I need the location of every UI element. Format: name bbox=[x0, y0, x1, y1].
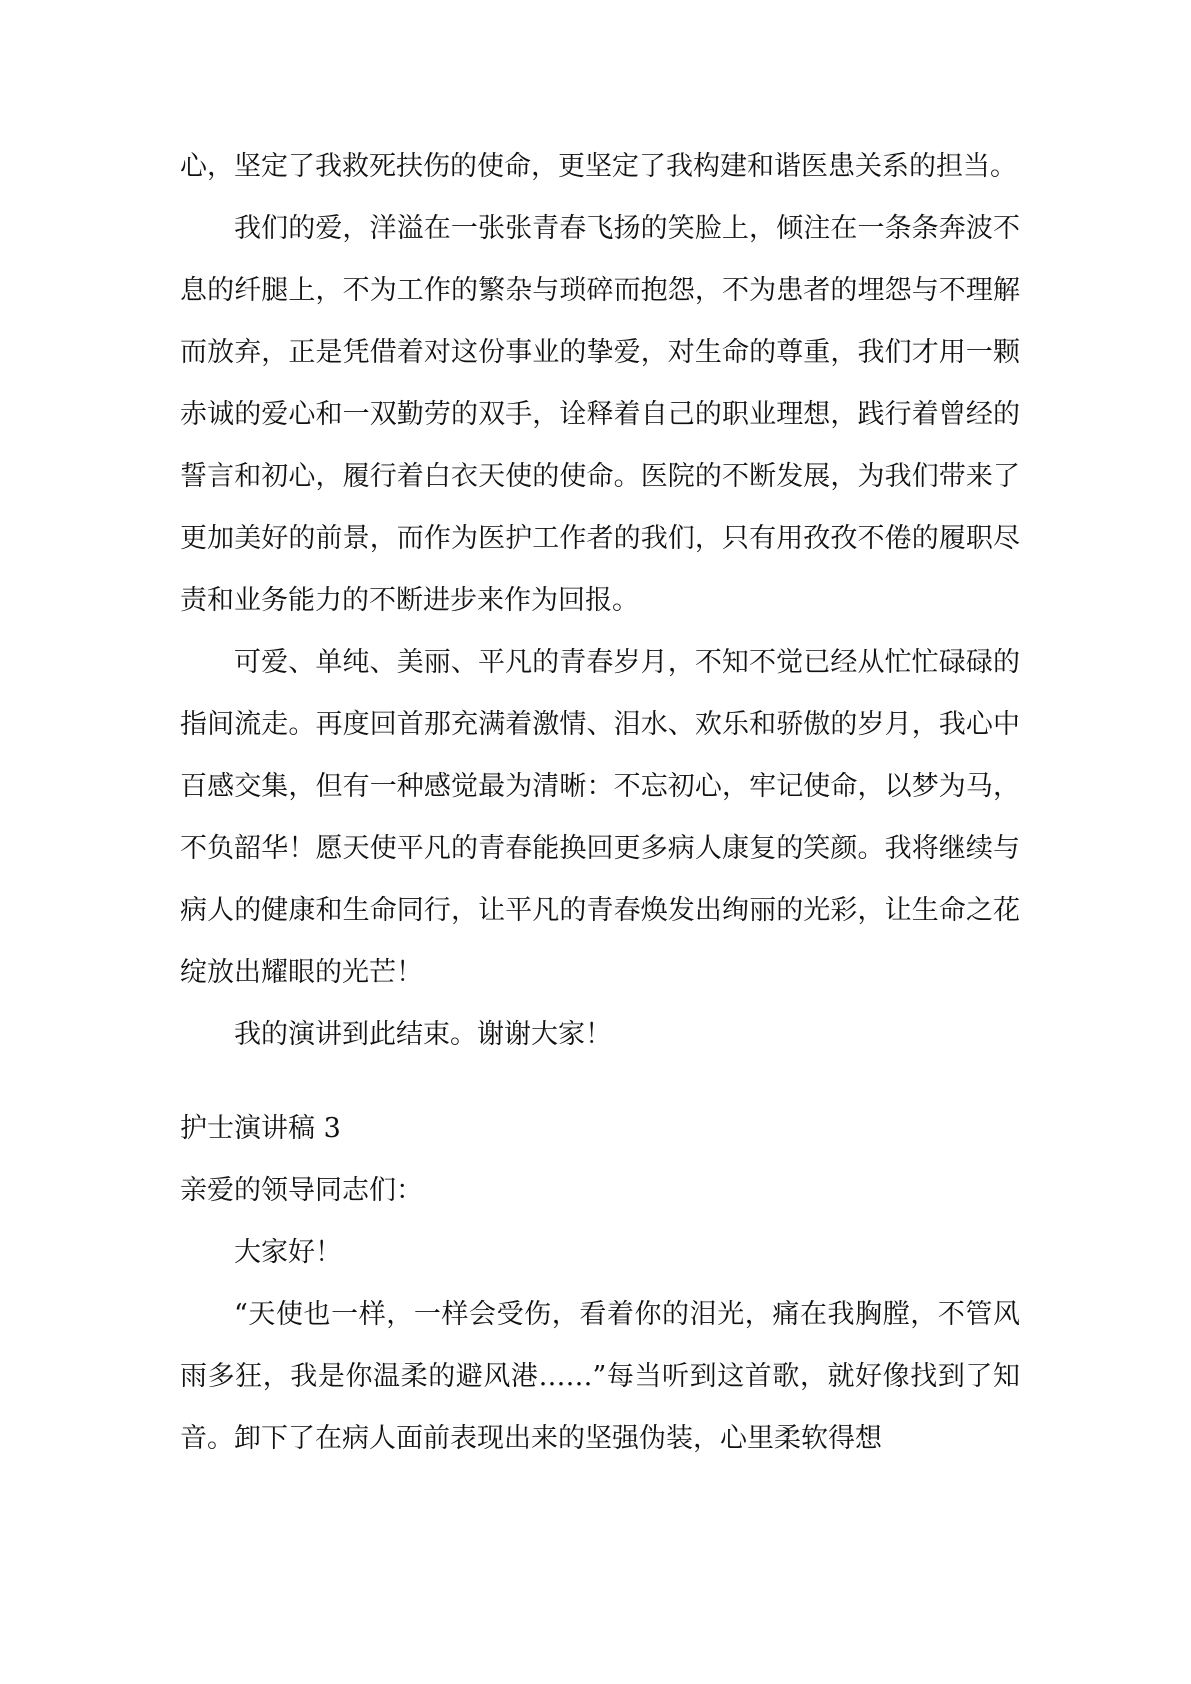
greeting: 大家好！ bbox=[234, 1237, 342, 1268]
paragraph-our-love: 我们的爱，洋溢在一张张青春飞扬的笑脸上，倾注在一条条奔波不息的纤腿上，不为工作的繁杂与琐碎而抱怨，不为患者的埋怨与不理解而放弃，正是凭借着对这份事业的挚爱，对生命的尊重，我们才用一颗赤诚的爱心和一双勤劳的双手，诠释着自己的职业理想，践行着曾经的誓言和初心，履行着白衣天使的使命。医院的不断发展，为我们带来了更加美好的前景，而作为医护工作者的我们，只有用孜孜不倦的履职尽责和业务能力的不断进步来作为回报。 bbox=[180, 213, 1020, 616]
section-title: 护士演讲稿 3 bbox=[180, 1113, 341, 1144]
speech-section-3 bbox=[180, 1098, 1020, 1470]
speech-section-2-ending bbox=[180, 136, 1020, 1066]
paragraph-angel-song: “天使也一样，一样会受伤，看着你的泪光，痛在我胸膛，不管风雨多狂，我是你温柔的避风港……”每当听到这首歌，就好像找到了知音。卸下了在病人面前表现出来的坚强伪装，心里柔软得想 bbox=[180, 1299, 1020, 1454]
paragraph-youth: 可爱、单纯、美丽、平凡的青春岁月，不知不觉已经从忙忙碌碌的指间流走。再度回首那充满着激情、泪水、欢乐和骄傲的岁月，我心中百感交集，但有一种感觉最为清晰：不忘初心，牢记使命，以梦为马，不负韶华！愿天使平凡的青春能换回更多病人康复的笑颜。我将继续与病人的健康和生命同行，让平凡的青春焕发出绚丽的光彩，让生命之花绽放出耀眼的光芒！ bbox=[180, 647, 1020, 988]
salutation: 亲爱的领导同志们： bbox=[180, 1175, 423, 1206]
paragraph-closing: 我的演讲到此结束。谢谢大家！ bbox=[234, 1019, 612, 1050]
paragraph-continuation: 心，坚定了我救死扶伤的使命，更坚定了我构建和谐医患关系的担当。 bbox=[180, 151, 1017, 182]
